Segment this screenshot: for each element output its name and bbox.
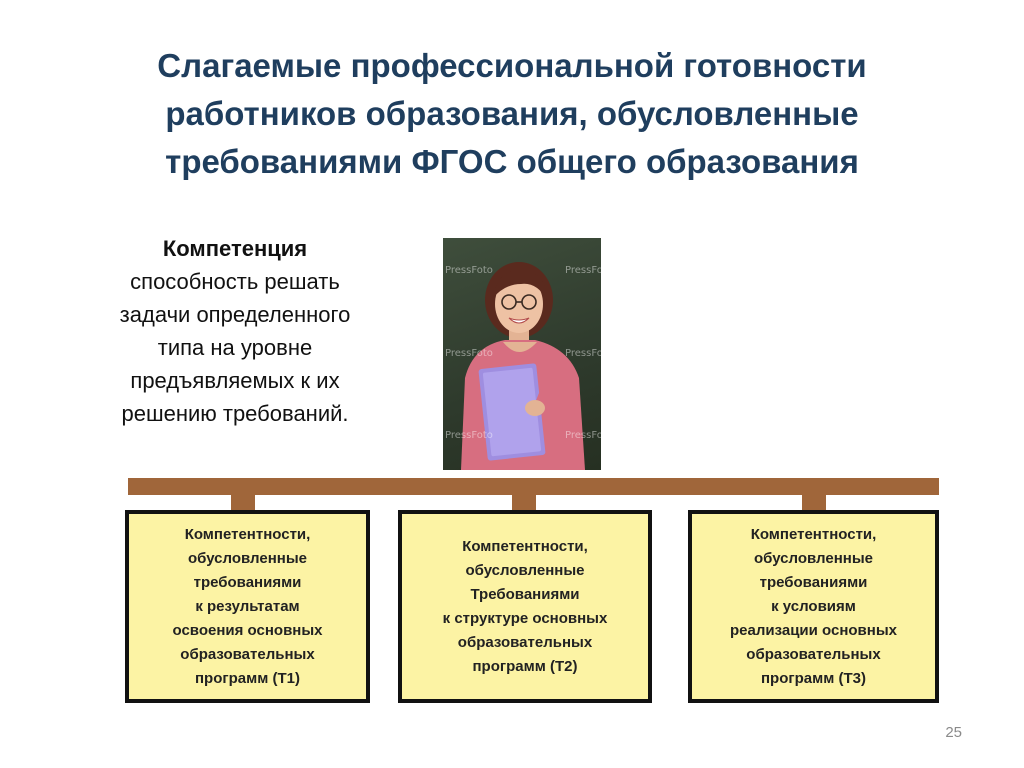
box-line: Требованиями	[470, 585, 580, 603]
box-line: Компетентности,	[750, 525, 877, 543]
watermark-text: PressFoto	[565, 265, 613, 276]
definition-line-2: задачи определенного	[119, 302, 351, 327]
slide-title	[100, 42, 924, 186]
box-line: Компетентности,	[462, 537, 588, 555]
box-line: требованиями	[193, 573, 302, 591]
competence-box-t1	[125, 510, 370, 703]
box-line: к структуре основных	[442, 609, 608, 627]
box-line: обусловленные	[753, 549, 873, 567]
page-number: 25	[945, 724, 962, 741]
watermark-text: PressFoto	[565, 348, 613, 359]
box-line: Компетентности,	[184, 525, 311, 543]
title-line-2: работников образования, обусловленные	[165, 95, 859, 132]
definition-line-4: предъявляемых к их	[130, 368, 340, 393]
box-line: образовательных	[457, 633, 593, 651]
box-line: образовательных	[180, 645, 315, 663]
title-line-3: требованиями ФГОС общего образования	[165, 143, 859, 180]
competence-box-t3	[688, 510, 939, 703]
box-line: обусловленные	[187, 549, 307, 567]
watermark-text: PressFoto	[445, 348, 493, 359]
box-line: реализации основных	[730, 621, 897, 639]
title-line-1: Слагаемые профессиональной готовности	[157, 47, 867, 84]
definition-term: Компетенция	[162, 236, 308, 261]
box-line: программ (Т3)	[761, 669, 866, 687]
box-line: образовательных	[746, 645, 881, 663]
definition-line-3: типа на уровне	[157, 335, 313, 360]
box-line: требованиями	[759, 573, 868, 591]
definition-block	[80, 232, 390, 430]
box-line: к результатам	[195, 597, 300, 615]
box-line: программ (Т2)	[472, 657, 578, 675]
watermark-text: PressFoto	[445, 430, 493, 441]
box-line: освоения основных	[172, 621, 323, 639]
watermark-text: PressFoto	[565, 430, 613, 441]
box-line: программ (Т1)	[195, 669, 300, 687]
definition-line-5: решению требований.	[121, 401, 349, 426]
box-line: обусловленные	[465, 561, 585, 579]
competence-box-t2	[398, 510, 652, 703]
box-line: к условиям	[771, 597, 856, 615]
definition-line-1: способность решать	[130, 269, 340, 294]
connector-bar	[128, 478, 939, 495]
watermark-text: PressFoto	[445, 265, 493, 276]
teacher-photo	[443, 238, 613, 470]
